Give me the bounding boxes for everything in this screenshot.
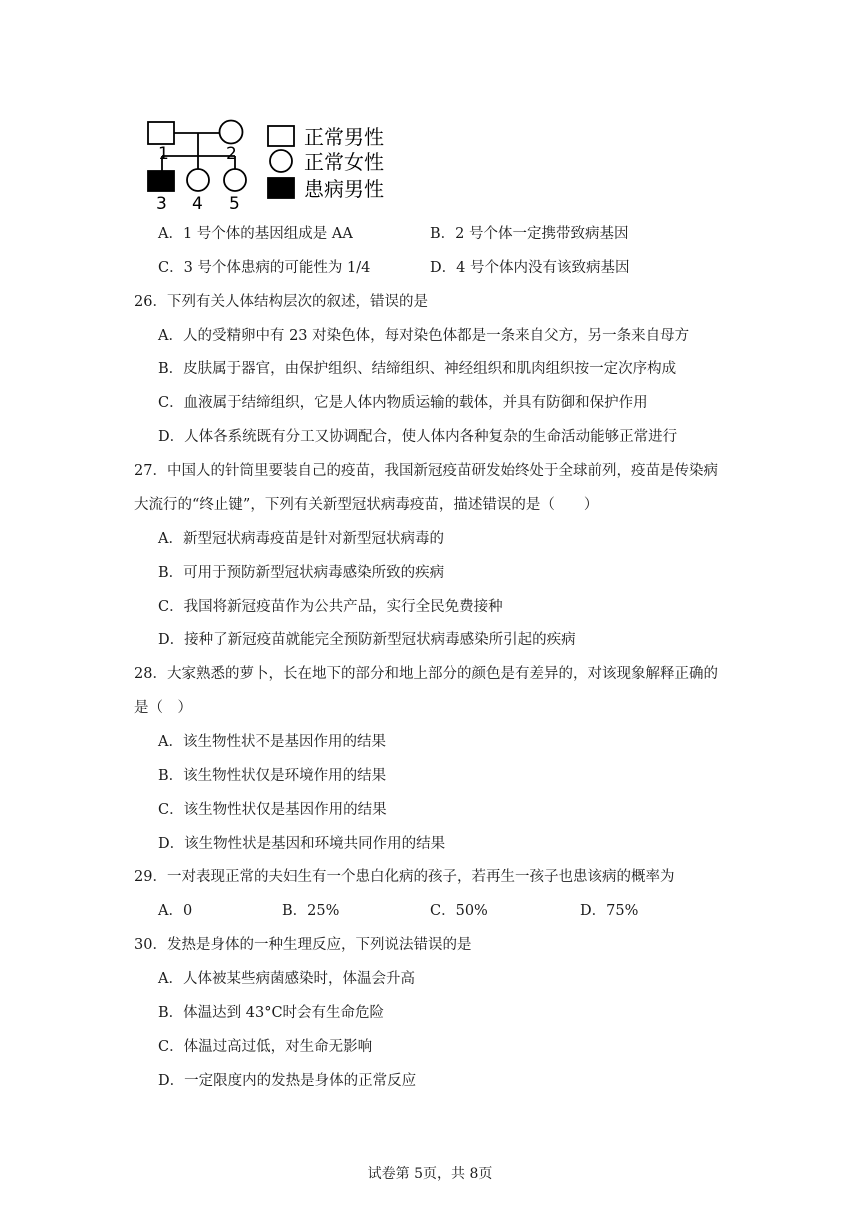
q30-option-b: B．体温达到 43°C时会有生命危险 [158,1005,385,1021]
q25-option-a: A．1 号个体的基因组成是 AA [158,226,353,242]
pedigree-individual-3 [148,171,174,191]
q29-option-d: D．75% [580,903,639,919]
q25-option-c: C．3 号个体患病的可能性为 1/4 [158,260,371,276]
pedigree-label-4: 4 [192,194,203,212]
q29-stem: 29．一对表现正常的夫妇生有一个患白化病的孩子，若再生一孩子也患该病的概率为 [134,869,675,885]
pedigree-individual-2 [220,121,243,144]
q29-option-c: C．50% [430,903,488,919]
legend-affected-male: 患病男性 [304,177,384,201]
legend-normal-female-icon [270,150,292,172]
q26-option-b: B．皮肤属于器官，由保护组织、结缔组织、神经组织和肌肉组织按一定次序构成 [158,361,677,377]
q28-option-c: C．该生物性状仅是基因作用的结果 [158,802,387,818]
q28-option-a: A．该生物性状不是基因作用的结果 [158,734,386,750]
pedigree-label-3: 3 [156,194,167,212]
q29-option-a: A．0 [158,903,193,919]
pedigree-label-2: 2 [226,144,237,164]
legend-affected-male-icon [268,178,294,198]
pedigree-individual-5 [224,169,246,191]
q28-option-d: D．该生物性状是基因和环境共同作用的结果 [158,836,446,852]
legend-normal-female: 正常女性 [304,150,384,174]
q25-option-d: D．4 号个体内没有该致病基因 [430,260,630,276]
q26-stem: 26．下列有关人体结构层次的叙述，错误的是 [134,294,428,310]
q27-option-c: C．我国将新冠疫苗作为公共产品，实行全民免费接种 [158,599,503,615]
pedigree-individual-4 [187,169,209,191]
q26-option-c: C．血液属于结缔组织，它是人体内物质运输的载体，并具有防御和保护作用 [158,395,648,411]
q27-stem-line1: 27．中国人的针筒里要装自己的疫苗，我国新冠疫苗研发始终处于全球前列，疫苗是传染病 [134,463,718,479]
pedigree-chart [140,112,410,212]
q30-option-c: C．体温过高过低，对生命无影响 [158,1039,373,1055]
q29-option-b: B．25% [282,903,340,919]
q25-option-b: B．2 号个体一定携带致病基因 [430,226,629,242]
q28-stem-line2: 是（ ） [134,700,192,716]
q30-option-a: A．人体被某些病菌感染时，体温会升高 [158,971,415,987]
page-footer: 试卷第 5页，共 8页 [367,1166,493,1182]
q27-option-d: D．接种了新冠疫苗就能完全预防新型冠状病毒感染所引起的疾病 [158,632,576,648]
pedigree-label-5: 5 [229,194,240,212]
q28-option-b: B．该生物性状仅是环境作用的结果 [158,768,387,784]
q30-stem: 30．发热是身体的一种生理反应，下列说法错误的是 [134,937,472,953]
q28-stem-line1: 28．大家熟悉的萝卜，长在地下的部分和地上部分的颜色是有差异的，对该现象解释正确的 [134,666,718,682]
q27-option-a: A．新型冠状病毒疫苗是针对新型冠状病毒的 [158,531,444,547]
q26-option-a: A．人的受精卵中有 23 对染色体，每对染色体都是一条来自父方，另一条来自母方 [158,328,690,344]
q30-option-d: D．一定限度内的发热是身体的正常反应 [158,1073,417,1089]
legend-normal-male-icon [268,126,294,146]
q27-option-b: B．可用于预防新型冠状病毒感染所致的疾病 [158,565,445,581]
pedigree-individual-1 [148,122,174,144]
pedigree-diagram [140,112,410,212]
q27-stem-line2: 大流行的“终止键”，下列有关新型冠状病毒疫苗，描述错误的是（ ） [134,497,599,513]
q26-option-d: D．人体各系统既有分工又协调配合，使人体内各种复杂的生命活动能够正常进行 [158,429,678,445]
pedigree-label-1: 1 [158,144,169,164]
legend-normal-male: 正常男性 [304,125,384,149]
